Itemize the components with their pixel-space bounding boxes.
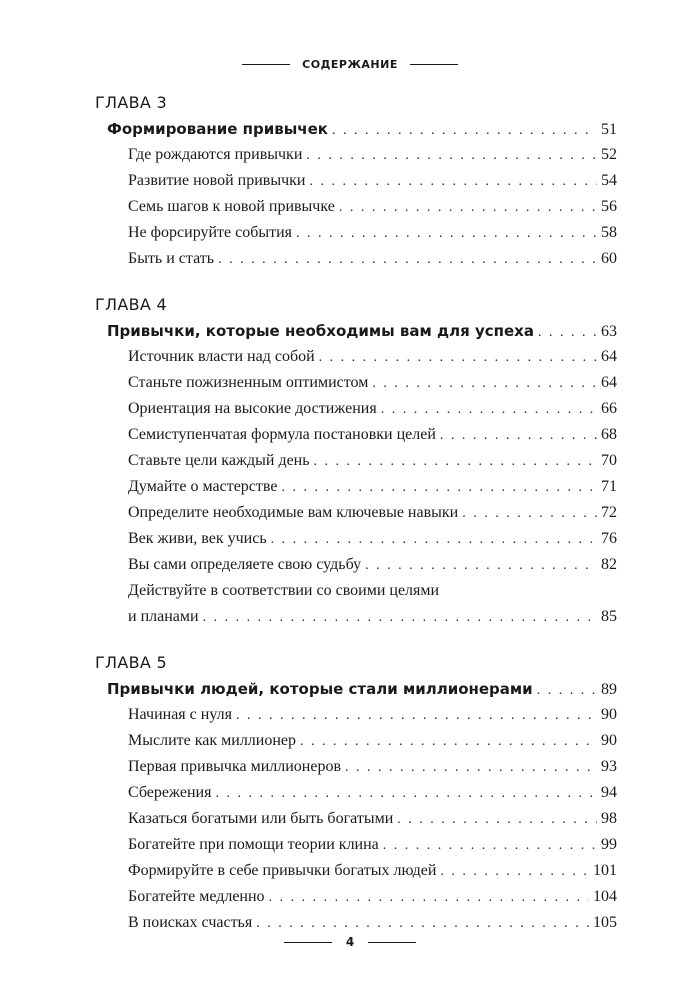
- page-number: 94: [601, 784, 617, 801]
- dot-leader: [462, 501, 597, 527]
- page-number: 101: [593, 862, 617, 879]
- toc-entry[interactable]: [95, 806, 617, 832]
- toc-entry[interactable]: [95, 246, 617, 272]
- dot-leader: [271, 527, 597, 553]
- toc-entry[interactable]: [95, 552, 617, 578]
- toc-entry[interactable]: [95, 194, 617, 220]
- dot-leader: [537, 678, 597, 704]
- dot-leader: [365, 553, 597, 579]
- toc-entry[interactable]: [95, 604, 617, 630]
- dot-leader: [339, 195, 597, 221]
- page-number: 51: [601, 121, 617, 138]
- entry-title: Богатейте медленно: [128, 888, 265, 905]
- toc-entry[interactable]: [95, 448, 617, 474]
- chapter-label: ГЛАВА 4: [95, 295, 168, 314]
- chapter-title: Формирование привычек: [107, 120, 328, 138]
- running-head-title: СОДЕРЖАНИЕ: [302, 58, 398, 71]
- entry-title: Думайте о мастерстве: [128, 478, 278, 495]
- page-number: 68: [601, 426, 617, 443]
- dot-leader: [383, 833, 597, 859]
- dot-leader: [218, 247, 597, 273]
- page-number: 66: [601, 400, 617, 417]
- dot-leader: [372, 371, 597, 397]
- toc-entry[interactable]: [95, 728, 617, 754]
- dot-leader: [296, 221, 597, 247]
- entry-title: Формируйте в себе привычки богатых людей: [128, 862, 437, 879]
- toc-entry[interactable]: [95, 702, 617, 728]
- chapter-label: ГЛАВА 3: [95, 93, 168, 112]
- toc-entry[interactable]: [95, 220, 617, 246]
- entry-title: Богатейте при помощи теории клина: [128, 836, 379, 853]
- toc-entry[interactable]: [95, 910, 617, 936]
- page-number: 93: [601, 758, 617, 775]
- dot-leader: [236, 703, 597, 729]
- toc-entry[interactable]: [95, 396, 617, 422]
- chapter-title-entry[interactable]: [95, 116, 617, 142]
- page-number: 85: [601, 608, 617, 625]
- page-number: 71: [601, 478, 617, 495]
- chapter-5: [95, 652, 617, 936]
- folio-rule-left: [284, 942, 332, 943]
- entry-title: Семиступенчатая формула постановки целей: [128, 426, 436, 443]
- toc-entry[interactable]: [95, 858, 617, 884]
- page-number: 98: [601, 810, 617, 827]
- entry-title: и планами: [128, 608, 199, 625]
- page-number: 72: [601, 504, 617, 521]
- entry-title: Источник власти над собой: [128, 348, 315, 365]
- entry-title: Казаться богатыми или быть богатыми: [128, 810, 394, 827]
- entry-title: Ставьте цели каждый день: [128, 452, 310, 469]
- toc-entry[interactable]: [95, 422, 617, 448]
- toc-entry[interactable]: [95, 780, 617, 806]
- chapter-3: [95, 92, 617, 272]
- dot-leader: [256, 911, 589, 937]
- page-number: 52: [601, 146, 617, 163]
- dot-leader: [381, 397, 597, 423]
- entry-title: Определите необходимые вам ключевые навыки: [128, 504, 459, 521]
- dot-leader: [319, 345, 597, 371]
- page-number: 90: [601, 706, 617, 723]
- toc-entry[interactable]: [95, 168, 617, 194]
- toc-entry[interactable]: [95, 500, 617, 526]
- running-head: [0, 58, 700, 71]
- chapter-title: Привычки, которые необходимы вам для успеха: [107, 322, 534, 340]
- entry-title: Первая привычка миллионеров: [128, 758, 342, 775]
- page-number: 90: [601, 732, 617, 749]
- chapter-title: Привычки людей, которые стали миллионерами: [107, 680, 533, 698]
- dot-leader: [397, 807, 597, 833]
- page-number: 64: [601, 374, 617, 391]
- entry-title: Не форсируйте события: [128, 224, 293, 241]
- folio-number: 4: [345, 935, 355, 949]
- entry-title: Ориентация на высокие достижения: [128, 400, 377, 417]
- entry-title: Станьте пожизненным оптимистом: [128, 374, 369, 391]
- dot-leader: [306, 143, 597, 169]
- toc-entry[interactable]: [95, 832, 617, 858]
- dot-leader: [332, 118, 597, 144]
- dot-leader: [281, 475, 597, 501]
- running-head-rule-right: [410, 64, 458, 65]
- chapter-4: [95, 294, 617, 630]
- dot-leader: [440, 859, 589, 885]
- page-number: 89: [601, 681, 617, 698]
- chapter-label: ГЛАВА 5: [95, 653, 168, 672]
- page-number: 104: [593, 888, 617, 905]
- page-number: 105: [593, 914, 617, 931]
- dot-leader: [309, 169, 597, 195]
- entry-title-first-line[interactable]: Действуйте в соответствии со своими целями: [128, 582, 440, 599]
- page-number: 99: [601, 836, 617, 853]
- toc-entry[interactable]: [95, 370, 617, 396]
- running-head-rule-left: [242, 64, 290, 65]
- entry-title: Вы сами определяете свою судьбу: [128, 556, 362, 573]
- page-number: 70: [601, 452, 617, 469]
- entry-title: Мыслите как миллионер: [128, 732, 297, 749]
- page-number: 54: [601, 172, 617, 189]
- folio-rule-right: [368, 942, 416, 943]
- page-number: 64: [601, 348, 617, 365]
- chapter-title-entry[interactable]: [95, 318, 617, 344]
- toc-entry[interactable]: [95, 142, 617, 168]
- chapter-title-entry[interactable]: [95, 676, 617, 702]
- page-folio: [0, 935, 700, 949]
- page-number: 60: [601, 250, 617, 267]
- toc-entry[interactable]: [95, 884, 617, 910]
- entry-title: Семь шагов к новой привычке: [128, 198, 335, 215]
- page-number: 82: [601, 556, 617, 573]
- page-number: 58: [601, 224, 617, 241]
- dot-leader: [203, 605, 597, 631]
- dot-leader: [300, 729, 597, 755]
- entry-title: В поисках счастья: [128, 914, 253, 931]
- toc-entry[interactable]: [95, 526, 617, 552]
- table-of-contents: [95, 92, 617, 958]
- entry-title: Где рождаются привычки: [128, 146, 303, 163]
- dot-leader: [440, 423, 597, 449]
- entry-title: Быть и стать: [128, 250, 215, 267]
- dot-leader: [538, 320, 597, 346]
- dot-leader: [269, 885, 589, 911]
- entry-title: Сбережения: [128, 784, 212, 801]
- dot-leader: [215, 781, 597, 807]
- dot-leader: [345, 755, 597, 781]
- page-number: 56: [601, 198, 617, 215]
- entry-title: Век живи, век учись: [128, 530, 267, 547]
- page-number: 63: [601, 323, 617, 340]
- page-number: 76: [601, 530, 617, 547]
- toc-entry[interactable]: [95, 754, 617, 780]
- entry-title: Начиная с нуля: [128, 706, 232, 723]
- entry-title: Развитие новой привычки: [128, 172, 306, 189]
- toc-entry[interactable]: [95, 344, 617, 370]
- toc-entry[interactable]: [95, 474, 617, 500]
- dot-leader: [314, 449, 597, 475]
